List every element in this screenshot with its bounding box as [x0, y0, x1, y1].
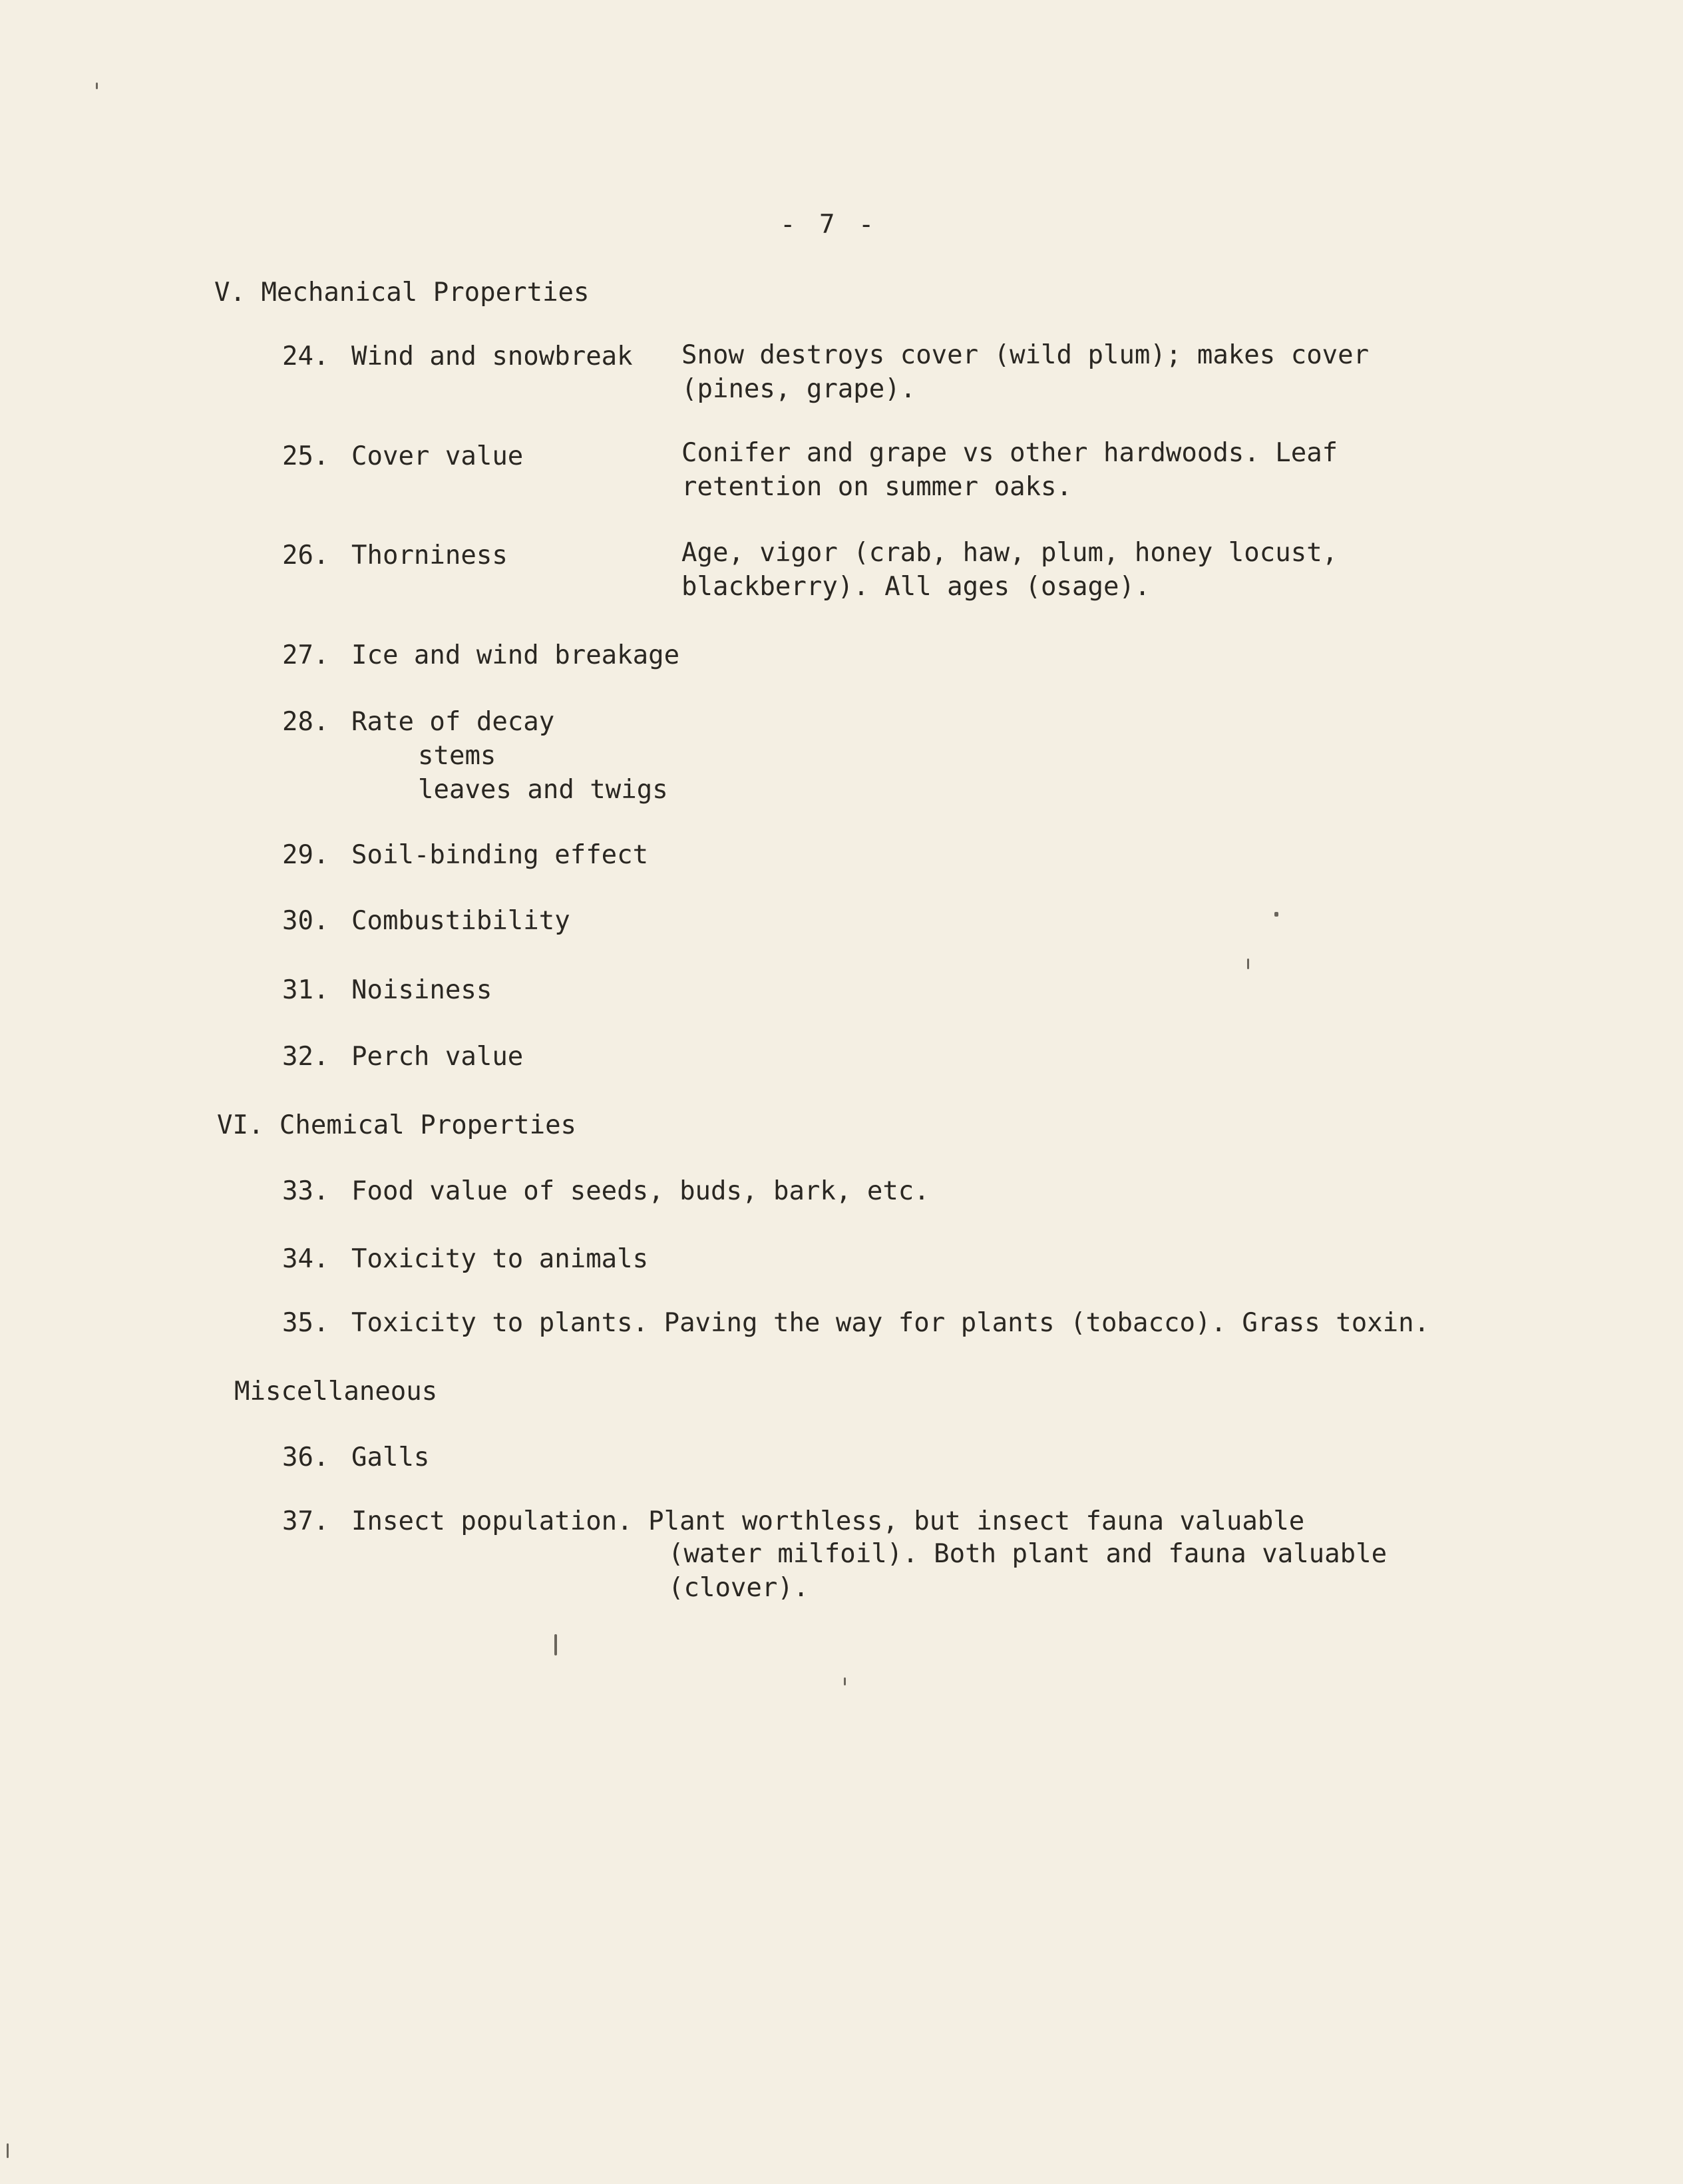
item-number: 26.: [282, 541, 329, 570]
item-title: Noisiness: [351, 975, 492, 1005]
item-title: Perch value: [351, 1042, 524, 1072]
section-heading-mechanical: V. Mechanical Properties: [214, 278, 590, 308]
item-note-24-line-2: (pines, grape).: [681, 374, 916, 404]
list-item-33: [282, 1174, 930, 1208]
item-title: Soil-binding effect: [351, 840, 649, 870]
item-28-subline-leaves: leaves and twigs: [418, 775, 668, 805]
paper-mark: [7, 2143, 9, 2158]
item-title: Food value of seeds, buds, bark, etc.: [351, 1176, 930, 1206]
list-item-30: [282, 904, 570, 938]
item-title: Wind and snowbreak: [351, 341, 633, 371]
item-number: 35.: [282, 1308, 329, 1338]
item-number: 30.: [282, 906, 329, 936]
item-number: 32.: [282, 1042, 329, 1072]
list-item-25: [282, 439, 523, 473]
item-note-25-line-1: Conifer and grape vs other hardwoods. Leaf: [681, 438, 1338, 468]
list-item-26: [282, 539, 508, 572]
list-item-28: [282, 705, 554, 739]
item-title: Rate of decay: [351, 707, 555, 737]
item-number: 33.: [282, 1176, 329, 1206]
list-item-35: [282, 1306, 1429, 1340]
item-number: 31.: [282, 975, 329, 1005]
item-number: 25.: [282, 441, 329, 471]
page-number: - 7 -: [780, 210, 878, 240]
item-title: Insect population. Plant worthless, but insect fauna valuable: [351, 1506, 1305, 1536]
item-number: 29.: [282, 840, 329, 870]
paper-mark: [844, 1677, 846, 1685]
list-item-29: [282, 838, 648, 872]
paper-speck: [1274, 912, 1278, 917]
item-number: 27.: [282, 640, 329, 670]
paper-mark: [1247, 959, 1249, 969]
item-title: Toxicity to animals: [351, 1244, 649, 1274]
item-number: 24.: [282, 341, 329, 371]
list-item-27: [282, 638, 679, 672]
item-note-25-line-2: retention on summer oaks.: [681, 472, 1072, 502]
item-number: 34.: [282, 1244, 329, 1274]
item-note-24-line-1: Snow destroys cover (wild plum); makes cover: [681, 340, 1370, 370]
list-item-24: [282, 339, 633, 373]
list-item-34: [282, 1242, 648, 1276]
list-item-37: [282, 1504, 1304, 1538]
item-28-subline-stems: stems: [418, 741, 496, 771]
item-title: Thorniness: [351, 541, 508, 570]
section-heading-chemical: VI. Chemical Properties: [217, 1110, 577, 1140]
item-note-37-line-2: (clover).: [668, 1573, 809, 1603]
item-note-26-line-1: Age, vigor (crab, haw, plum, honey locust,: [681, 538, 1338, 568]
item-title: Combustibility: [351, 906, 570, 936]
item-title: Cover value: [351, 441, 524, 471]
item-number: 36.: [282, 1442, 329, 1472]
item-title: Toxicity to plants. Paving the way for plants (tobacco). Grass toxin.: [351, 1308, 1430, 1338]
item-number: 37.: [282, 1506, 329, 1536]
list-item-31: [282, 973, 492, 1007]
item-title: Ice and wind breakage: [351, 640, 680, 670]
list-item-32: [282, 1040, 523, 1074]
paper-mark: [96, 83, 98, 89]
section-heading-miscellaneous: Miscellaneous: [234, 1377, 438, 1407]
paper-mark: [554, 1634, 557, 1655]
item-title: Galls: [351, 1442, 430, 1472]
list-item-36: [282, 1440, 429, 1474]
item-note-37-line-1: (water milfoil). Both plant and fauna valuable: [668, 1539, 1388, 1569]
item-note-26-line-2: blackberry). All ages (osage).: [681, 572, 1151, 602]
item-number: 28.: [282, 707, 329, 737]
